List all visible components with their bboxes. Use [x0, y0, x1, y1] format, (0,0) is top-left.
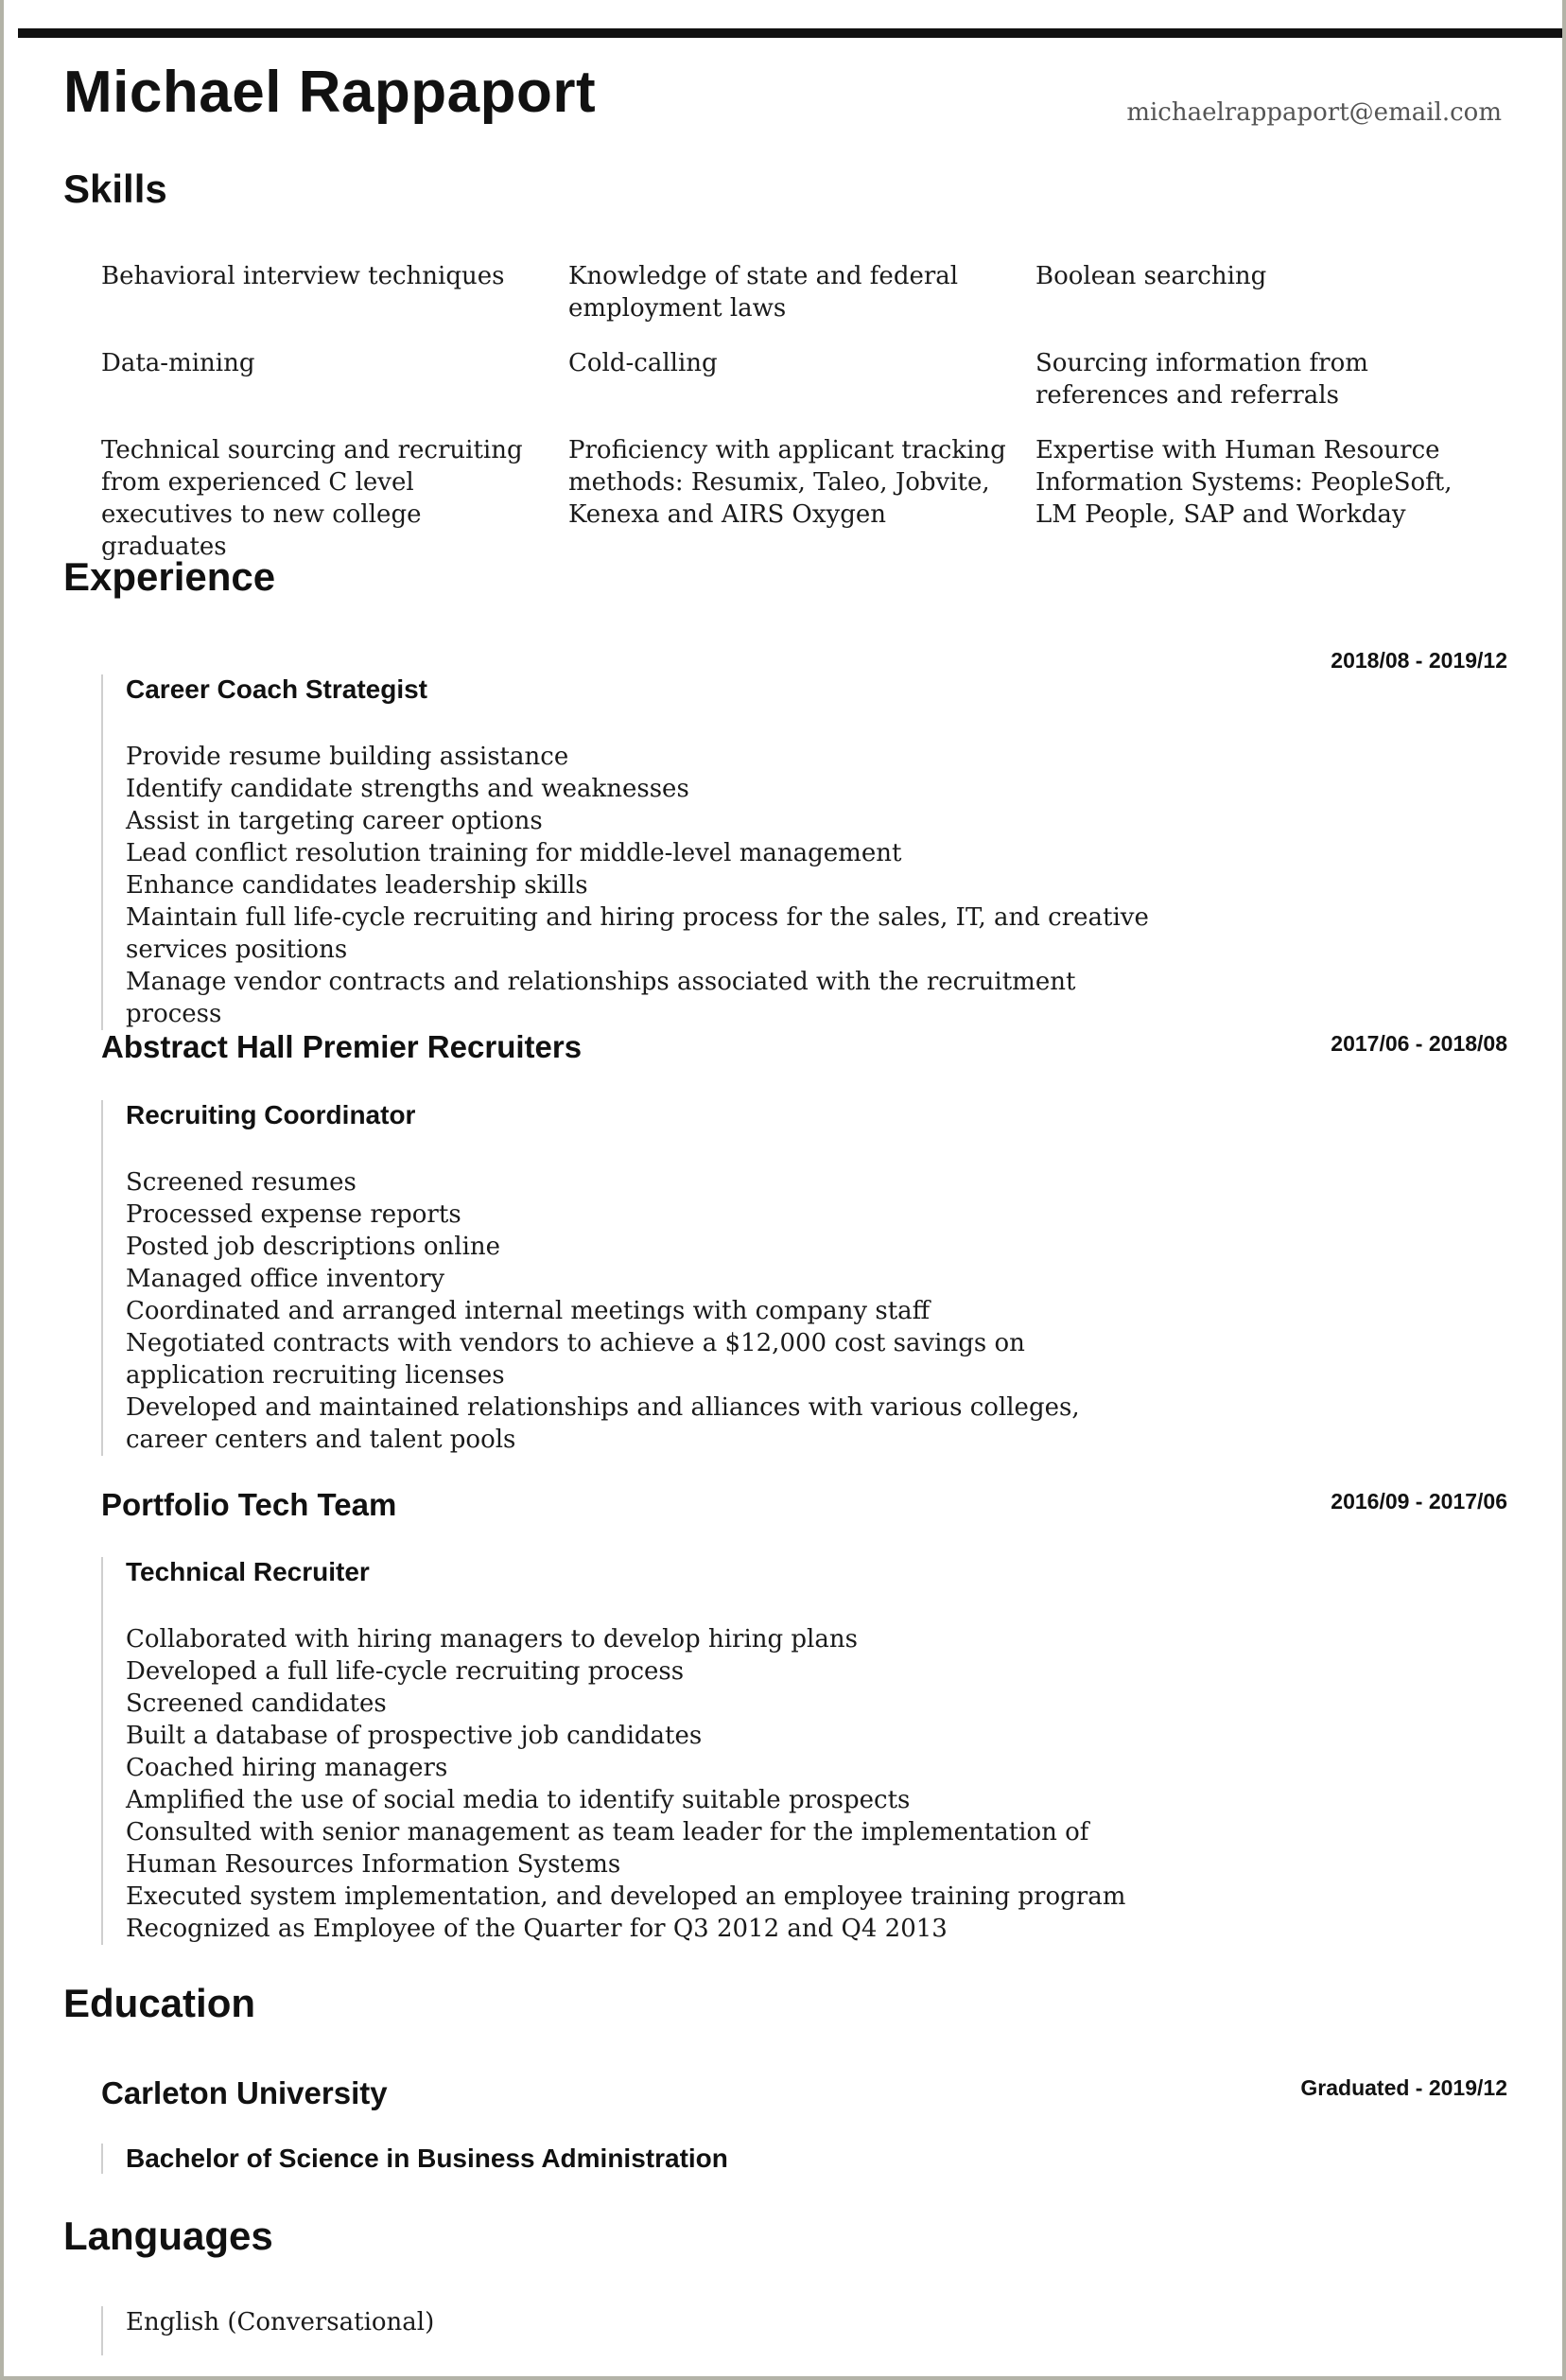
top-rule: [18, 28, 1562, 38]
skill-item: Cold-calling: [568, 349, 718, 377]
skills-heading: Skills: [63, 166, 167, 211]
skill-item: Knowledge of state and federal employment laws: [568, 262, 959, 323]
candidate-email: michaelrappaport@email.com: [1126, 98, 1502, 127]
job-bullet: Provide resume building assistance: [126, 743, 569, 771]
skill-item: Data-mining: [101, 349, 255, 377]
education-heading: Education: [63, 1981, 256, 2025]
experience-date: 2017/06 - 2018/08: [1331, 1031, 1507, 1056]
skill-item: Sourcing information from references and referrals: [1035, 349, 1368, 410]
skills-grid: [101, 260, 1510, 563]
job-bullet: Executed system implementation, and developed an employee training program: [126, 1882, 1126, 1911]
education-entry-header: [101, 2075, 1507, 2111]
skill-item: Expertise with Human Resource Information Systems: PeopleSoft, LM People, SAP and Workday: [1035, 436, 1453, 529]
job-bullet: Coached hiring managers: [126, 1754, 448, 1782]
job-bullet: Amplified the use of social media to identify suitable prospects: [126, 1786, 911, 1814]
job-title: Recruiting Coordinator: [126, 1100, 416, 1129]
job-bullet: Built a database of prospective job candidates: [126, 1722, 703, 1750]
skill-item: Proficiency with applicant tracking methods: Resumix, Taleo, Jobvite, Kenexa and AIRS Oxygen: [568, 436, 1006, 529]
job-bullet: Collaborated with hiring managers to develop hiring plans: [126, 1625, 858, 1654]
job-bullet: Identify candidate strengths and weaknesses: [126, 775, 689, 803]
resume-page: [4, 0, 1562, 2376]
skill-item: Boolean searching: [1035, 262, 1267, 290]
job-title: Technical Recruiter: [126, 1557, 370, 1586]
job-bullet: Posted job descriptions online: [126, 1233, 501, 1261]
experience-date: 2018/08 - 2019/12: [1331, 648, 1507, 673]
job-bullet: Recognized as Employee of the Quarter for Q3 2012 and Q4 2013: [126, 1915, 948, 1943]
language-item: English (Conversational): [126, 2308, 435, 2336]
experience-entry-body: [101, 674, 1166, 1030]
degree: Bachelor of Science in Business Administration: [126, 2144, 728, 2173]
experience-date: 2016/09 - 2017/06: [1331, 1489, 1507, 1514]
experience-heading: Experience: [63, 554, 276, 599]
skill-item: Technical sourcing and recruiting from experienced C level executives to new college graduates: [101, 436, 523, 561]
job-bullet: Screened resumes: [126, 1168, 357, 1197]
job-bullet: Processed expense reports: [126, 1200, 461, 1229]
job-bullet: Developed and maintained relationships and alliances with various colleges, career centers and talent pools: [126, 1393, 1080, 1454]
job-bullet: Enhance candidates leadership skills: [126, 871, 588, 900]
languages-heading: Languages: [63, 2214, 273, 2258]
education-entry-body: [101, 2144, 1166, 2174]
skill-item: Behavioral interview techniques: [101, 262, 505, 290]
school-name: Carleton University: [101, 2075, 388, 2110]
candidate-name: Michael Rappaport: [63, 60, 597, 125]
job-title: Career Coach Strategist: [126, 674, 428, 704]
company-name: Abstract Hall Premier Recruiters: [101, 1029, 583, 1064]
job-bullet: Negotiated contracts with vendors to achieve a $12,000 cost savings on application recruiting licenses: [126, 1329, 1025, 1390]
experience-entry-header: [101, 1029, 1507, 1065]
job-bullet: Developed a full life-cycle recruiting process: [126, 1657, 685, 1686]
job-bullet: Consulted with senior management as team leader for the implementation of Human Resources Information Systems: [126, 1818, 1089, 1879]
experience-entry-header: [101, 1487, 1507, 1523]
languages-body: [101, 2306, 1166, 2355]
experience-entry-body: [101, 1100, 1166, 1456]
job-bullet: Manage vendor contracts and relationships associated with the recruitment process: [126, 968, 1076, 1028]
experience-entry-body: [101, 1557, 1166, 1945]
company-name: Portfolio Tech Team: [101, 1487, 397, 1522]
job-bullet: Coordinated and arranged internal meetings with company staff: [126, 1297, 931, 1325]
job-bullets: [126, 1166, 1166, 1456]
job-bullet: Lead conflict resolution training for middle-level management: [126, 839, 902, 867]
job-bullets: [126, 1623, 1166, 1945]
job-bullet: Maintain full life-cycle recruiting and hiring process for the sales, IT, and creative services positions: [126, 903, 1149, 964]
job-bullets: [126, 741, 1166, 1030]
graduation-date: Graduated - 2019/12: [1300, 2075, 1507, 2100]
job-bullet: Managed office inventory: [126, 1265, 445, 1293]
job-bullet: Screened candidates: [126, 1689, 387, 1718]
job-bullet: Assist in targeting career options: [126, 807, 543, 835]
